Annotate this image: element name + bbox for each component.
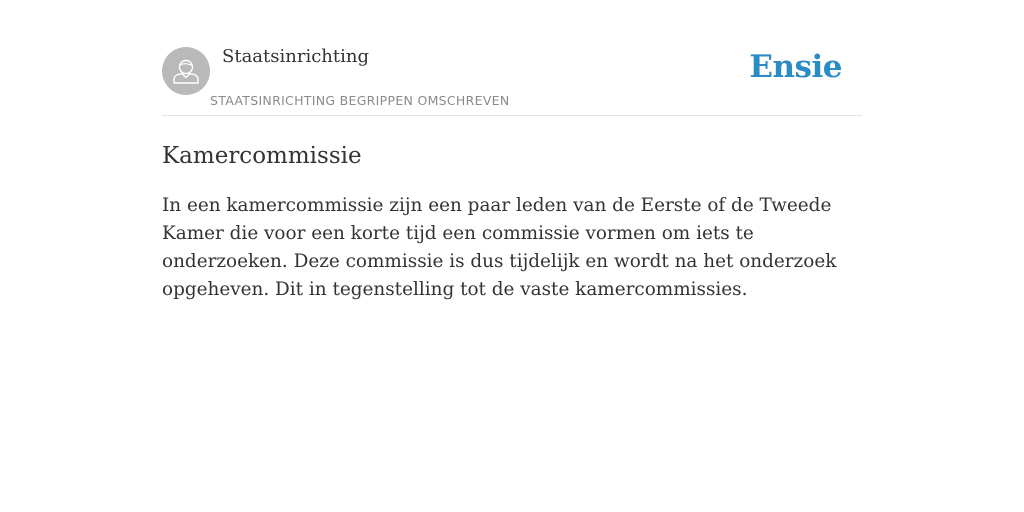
article-title: Kamercommissie xyxy=(162,143,362,169)
person-icon xyxy=(162,47,210,95)
brand-logo-link[interactable]: Ensie xyxy=(749,49,842,85)
article-body: In een kamercommissie zijn een paar leden van de Eerste of de Tweede Kamer die voor een korte tijd een commissie vormen om iets te onderzoeken. Deze commissie is dus tijdelijk en wordt na het onderzoek opgeheven. Dit in tegenstelling tot de vaste kamercommissies. xyxy=(162,195,837,300)
content-container xyxy=(162,0,862,304)
author-subtitle: STAATSINRICHTING BEGRIPPEN OMSCHREVEN xyxy=(210,93,510,108)
user-avatar-icon[interactable] xyxy=(162,47,210,95)
author-name-link[interactable]: Staatsinrichting xyxy=(222,46,369,67)
header xyxy=(162,0,862,116)
